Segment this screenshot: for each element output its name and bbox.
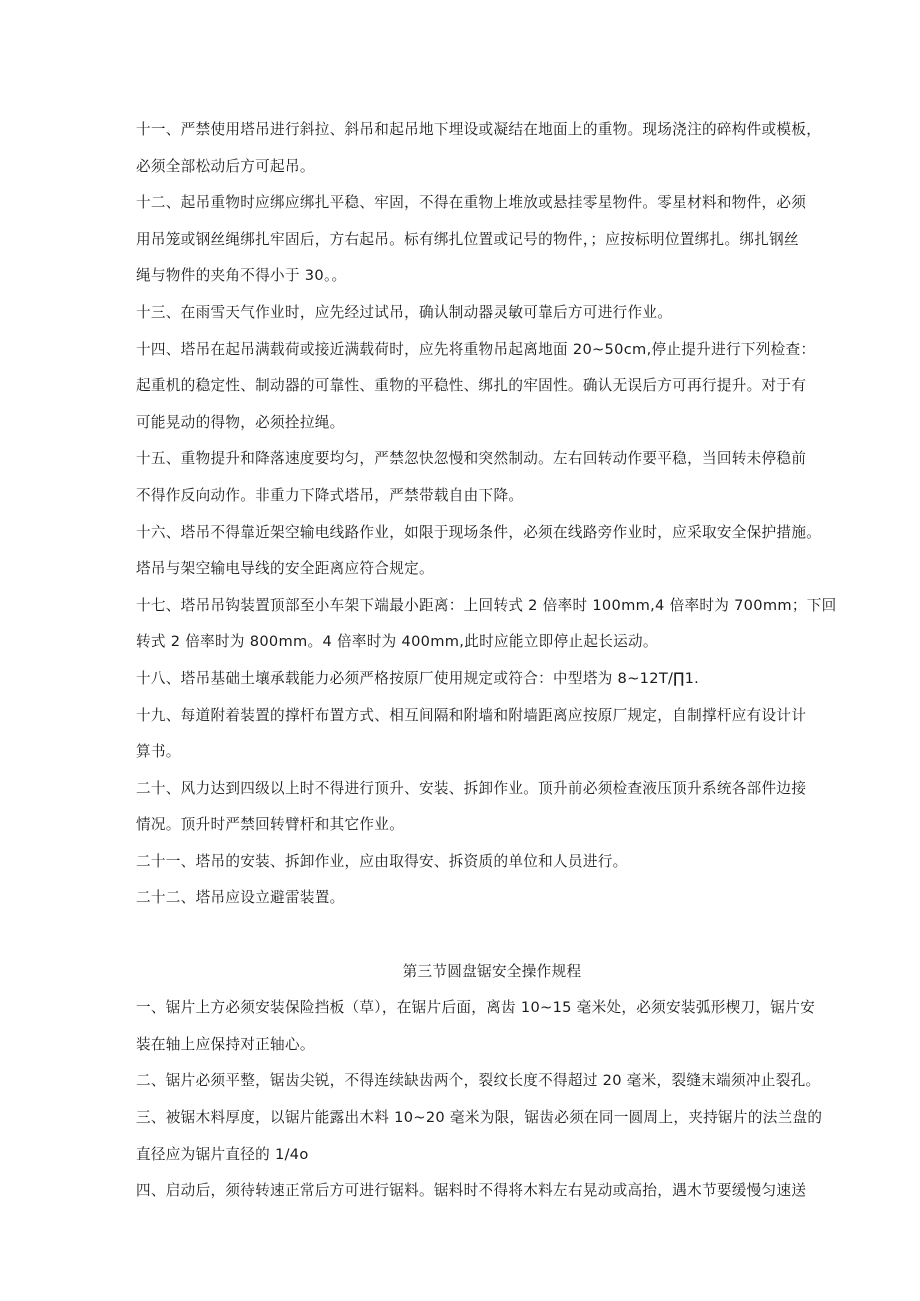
paragraph-21: [136, 844, 848, 881]
paragraph-19: [136, 698, 848, 771]
paragraph-line: 十一、严禁使用塔吊进行斜拉、斜吊和起吊地下埋设或凝结在地面上的重物。现场浇注的碎构件或模板，: [136, 121, 822, 138]
saw-paragraph-2: [136, 1063, 848, 1100]
paragraph-line: 十五、重物提升和降落速度要均匀，严禁忽快忽慢和突然制动。左右回转动作要平稳，当回转未停稳前: [136, 450, 807, 468]
section-title: 第三节圆盘锯安全操作规程: [402, 962, 582, 980]
paragraph-line: 十九、每道附着装置的撑杆布置方式、相互间隔和附墙和附墙距离应按原厂规定，自制撑杆应有设计计: [136, 706, 807, 724]
paragraph-15: [136, 441, 848, 514]
paragraph-line: 不得作反向动作。非重力下降式塔吊，严禁带载自由下降。: [136, 486, 524, 504]
paragraph-line: 二十、风力达到四级以上时不得进行顶升、安装、拆卸作业。顶升前必须检查液压顶升系统各部件边接: [136, 779, 807, 797]
paragraph-line: 十四、塔吊在起吊满载荷或接近满载荷时，应先将重物吊起离地面 20~50cm,停止提升进行下列检查：: [136, 340, 816, 358]
saw-paragraph-4: [136, 1173, 848, 1210]
paragraph-13: [136, 295, 848, 332]
paragraph-line: 十七、塔吊吊钩装置顶部至小车架下端最小距离：上回转式 2 倍率时 100mm,4 倍率时为 700mm；下回: [136, 596, 837, 614]
paragraph-line: 三、被锯木料厚度，以锯片能露出木料 10~20 毫米为限，锯齿必须在同一圆周上，夹持锯片的法兰盘的: [136, 1109, 823, 1127]
paragraph-20: [136, 771, 848, 844]
paragraph-line: 一、锯片上方必须安装保险挡板（草），在锯片后面，离齿 10~15 毫米处，必须安装弧形楔刀，锯片安: [136, 999, 815, 1017]
paragraph-line: 绳与物件的夹角不得小于 30。。: [136, 267, 347, 285]
paragraph-12: [136, 185, 848, 295]
paragraph-line: 转式 2 倍率时为 800mm。4 倍率时为 400mm,此时应能立即停止起长运动。: [136, 633, 658, 651]
paragraph-line: 直径应为锯片直径的 1∕4o: [136, 1145, 309, 1163]
paragraph-line: 十三、在雨雪天气作业时，应先经过试吊，确认制动器灵敏可靠后方可进行作业。: [136, 303, 673, 321]
paragraph-16: [136, 515, 848, 588]
paragraph-line: 必须全部松动后方可起吊。: [136, 157, 315, 175]
paragraph-line: 十六、塔吊不得靠近架空输电线路作业，如限于现场条件，必须在线路旁作业时，应采取安全保护措施。: [136, 523, 822, 541]
paragraph-line: 情况。顶升时严禁回转臂杆和其它作业。: [136, 816, 405, 834]
paragraph-line: 用吊笼或钢丝绳绑扎牢固后，方右起吊。标有绑扎位置或记号的物件，；应按标明位置绑扎。绑扎钢丝: [136, 230, 799, 248]
paragraph-line: 塔吊与架空输电导线的安全距离应符合规定。: [136, 560, 434, 578]
paragraph-line: 二、锯片必须平整，锯齿尖锐，不得连续缺齿两个，裂纹长度不得超过 20 毫米，裂缝末端须冲止裂孔。: [136, 1072, 821, 1090]
document-body: [136, 112, 848, 1210]
paragraph-11: [136, 112, 848, 185]
paragraph-line: 算书。: [136, 743, 181, 761]
paragraph-line: 装在轴上应保持对正轴心。: [136, 1035, 315, 1053]
paragraph-18: [136, 661, 848, 698]
paragraph-line: 起重机的稳定性、制动器的可靠性、重物的平稳性、绑扎的牢固性。确认无误后方可再行提升。对于有: [136, 377, 807, 395]
paragraph-14: [136, 332, 848, 442]
saw-paragraph-1: [136, 990, 848, 1063]
paragraph-22: [136, 880, 848, 917]
paragraph-line: 十二、起吊重物时应绑应绑扎平稳、牢固，不得在重物上堆放或悬挂零星物件。零星材料和物件，必须: [136, 194, 807, 212]
paragraph-line: 可能晃动的得物，必须拴拉绳。: [136, 413, 345, 431]
paragraph-line: 二十二、塔吊应设立避雷装置。: [136, 889, 345, 907]
paragraph-line: 四、启动后，须待转速正常后方可进行锯料。锯料时不得将木料左右晃动或高抬，遇木节要缓慢匀速送: [136, 1182, 807, 1200]
saw-paragraph-3: [136, 1100, 848, 1173]
paragraph-line: 十八、塔吊基础土壤承载能力必须严格按原厂使用规定或符合：中型塔为 8~12T∕∏1.: [136, 669, 700, 687]
paragraph-17: [136, 588, 848, 661]
paragraph-line: 二十一、塔吊的安装、拆卸作业，应由取得安、拆资质的单位和人员进行。: [136, 852, 628, 870]
